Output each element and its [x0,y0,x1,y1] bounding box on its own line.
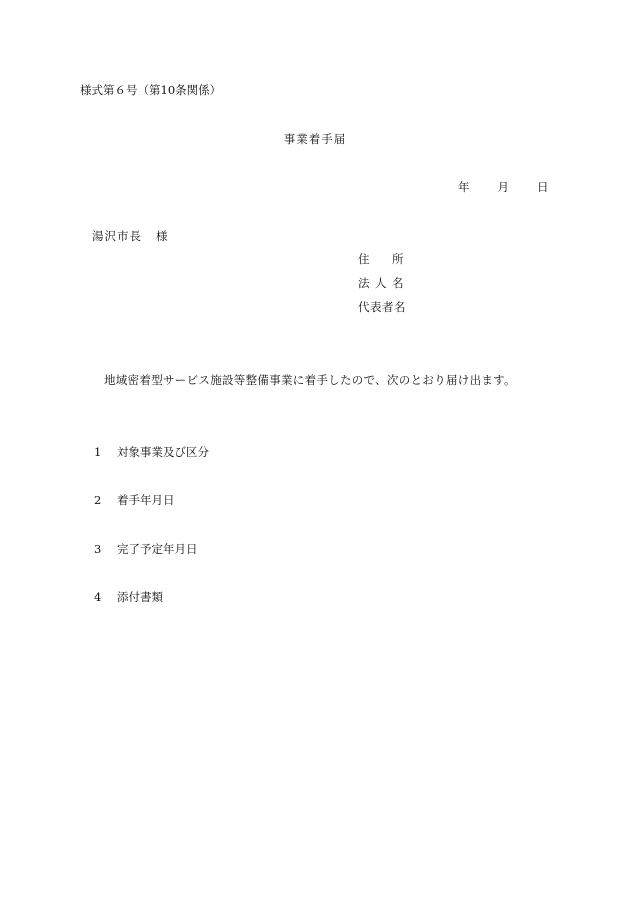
item-number: 2 [94,493,102,507]
addressee-honorific: 様 [156,229,169,243]
corp-label-char-2: 人 [375,276,387,290]
document-title: 事業着手届 [283,132,347,146]
date-year-label: 年 [458,180,470,194]
corp-label-char-3: 名 [392,276,404,290]
item-label: 添付書類 [117,590,163,604]
item-label: 対象事業及び区分 [117,445,209,459]
date-line [458,180,549,194]
item-number: 4 [94,590,102,604]
list-item [94,493,175,507]
date-day-label: 日 [537,180,549,194]
addressee-name: 湯沢市長 [92,229,142,243]
corp-label-char-1: 法 [358,276,370,290]
address-label-char-2: 所 [392,252,404,266]
body-text: 地域密着型サービス施設等整備事業に着手したので、次のとおり届け出ます。 [104,373,516,387]
applicant-representative-label: 代表者名 [358,300,406,314]
list-item [94,445,209,459]
item-label: 完了予定年月日 [117,542,198,556]
addressee [92,229,169,243]
date-month-label: 月 [497,180,509,194]
item-number: 1 [94,445,102,459]
item-number: 3 [94,542,102,556]
list-item [94,590,163,604]
address-label-char-1: 住 [358,252,370,266]
form-number: 様式第６号（第10条関係） [80,83,222,97]
applicant-corp-label [358,276,404,290]
item-label: 着手年月日 [117,493,175,507]
applicant-address-label [358,252,404,266]
list-item [94,542,198,556]
